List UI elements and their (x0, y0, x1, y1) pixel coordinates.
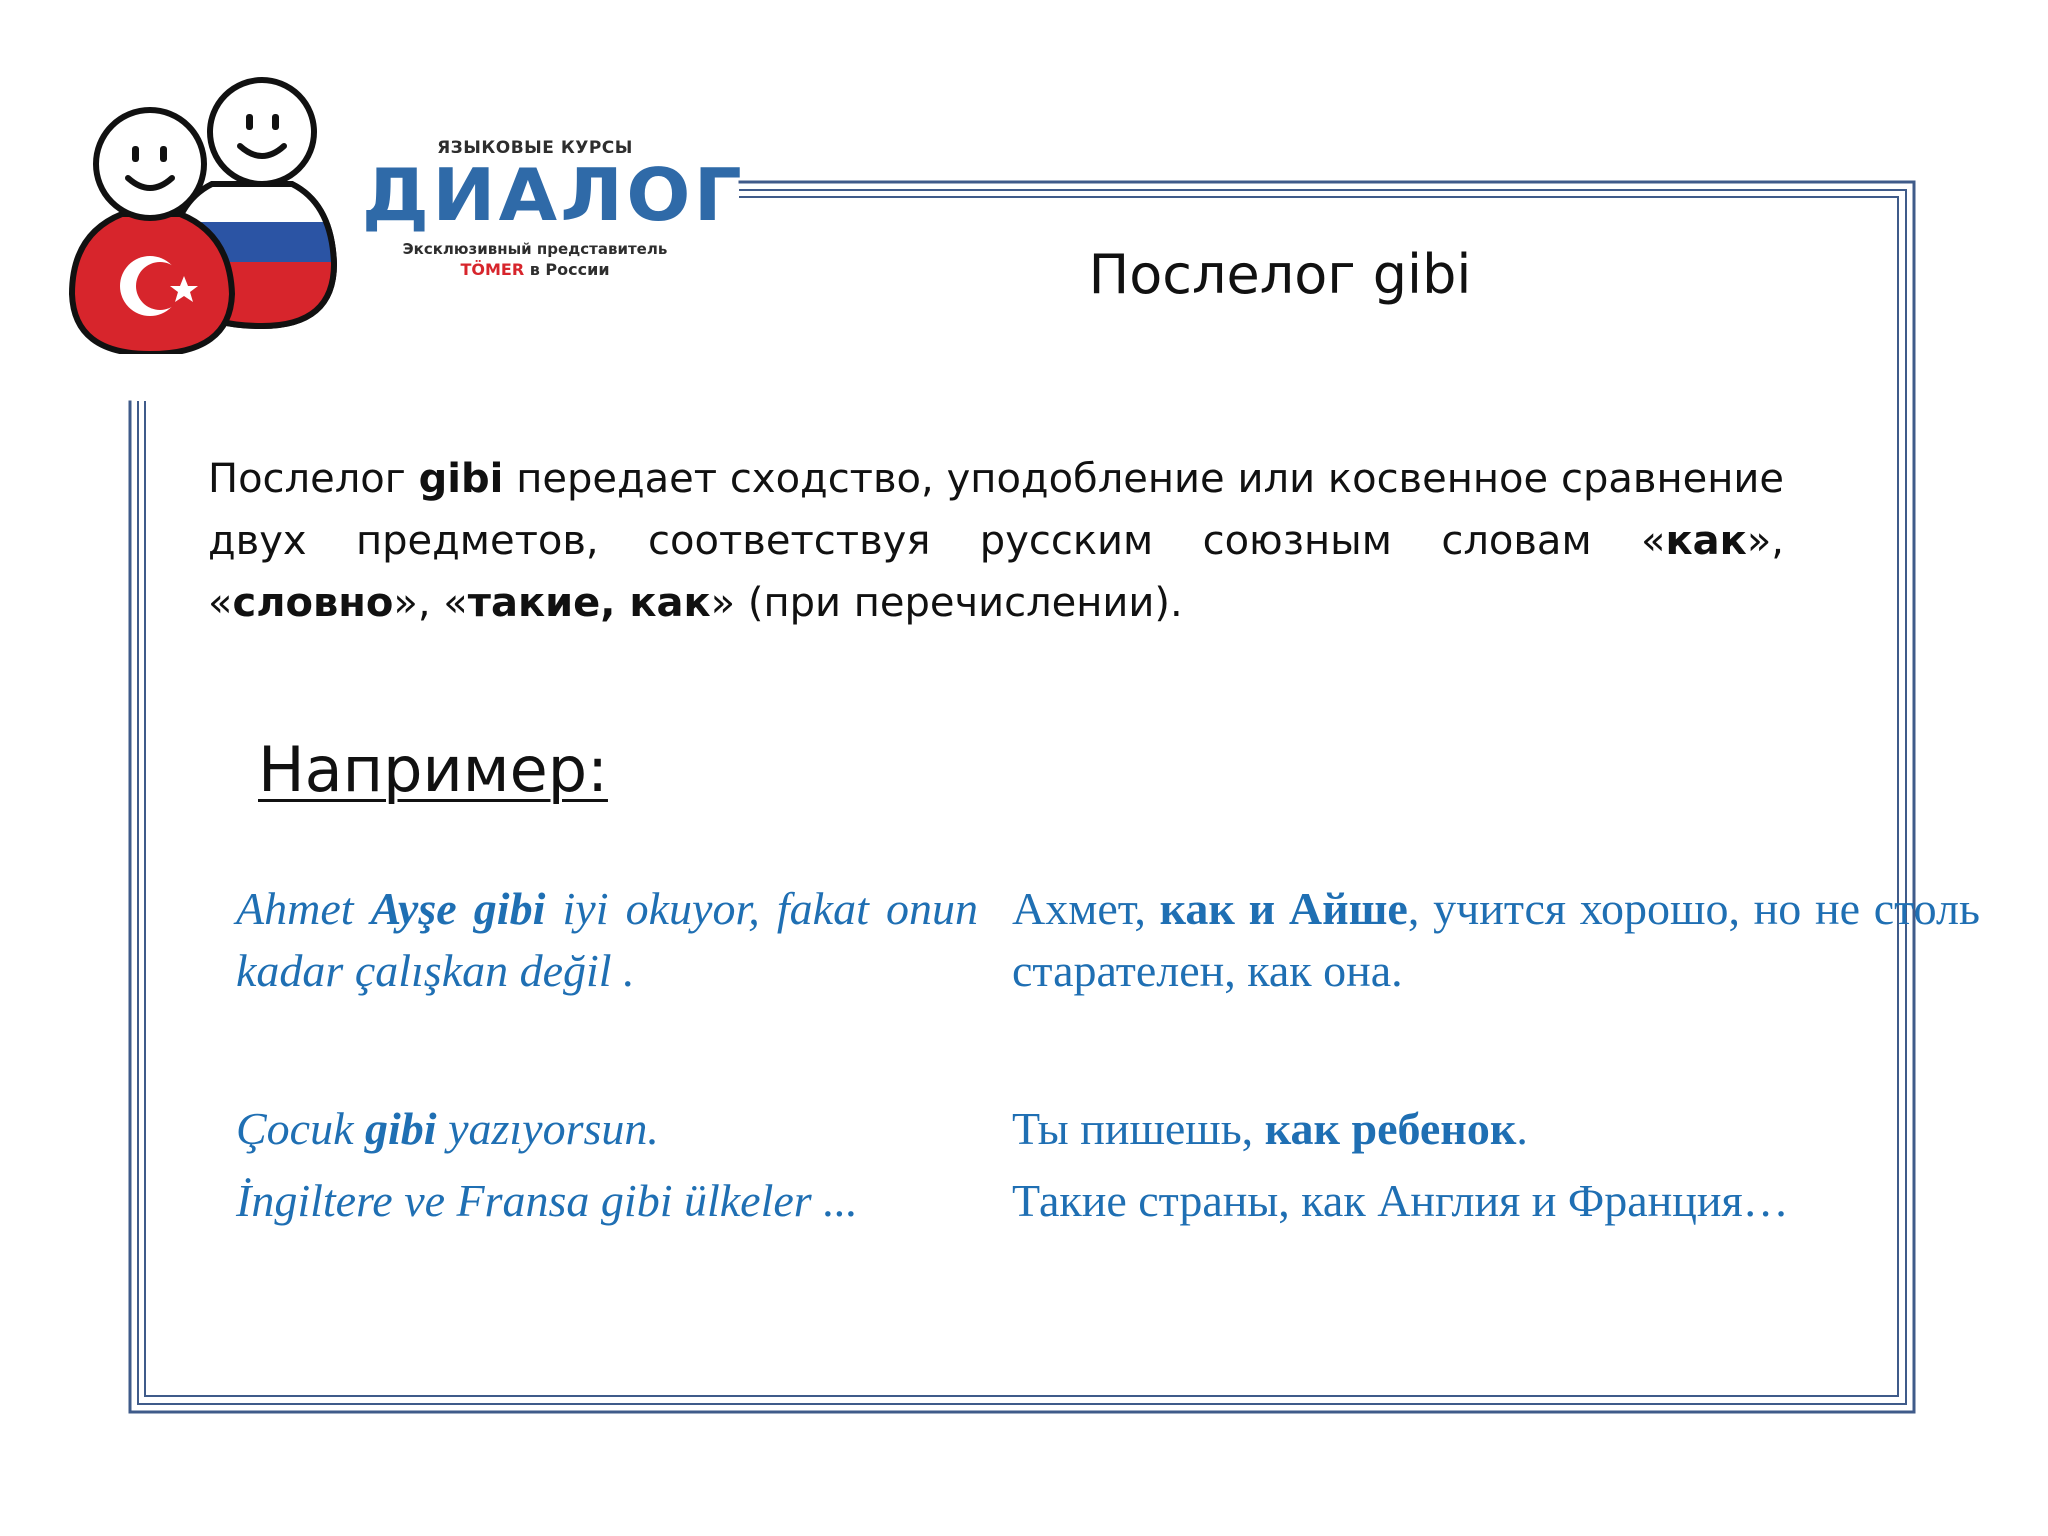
example-russian: Такие страны, как Англия и Франция… (1012, 1175, 1789, 1226)
intro-bold-takie-kak: такие, как (467, 580, 711, 626)
intro-bold-slovno: словно (232, 580, 394, 626)
example-row (236, 1170, 1789, 1310)
intro-text: Послелог (208, 456, 419, 502)
logo-representative-line1: Эксклюзивный представитель (402, 240, 668, 258)
example-russian: Ахмет, как и Айше, учится хорошо, но не столь старателен, как она. (1012, 883, 1980, 996)
intro-paragraph (208, 448, 1784, 634)
logo-text (361, 138, 745, 279)
logo-representative-line2 (370, 260, 700, 279)
logo-in-russia: в России (524, 260, 610, 279)
intro-text: », « (393, 580, 468, 626)
example-turkish: Çocuk gibi yazıyorsun. (236, 1103, 659, 1154)
logo-courses-label: ЯЗЫКОВЫЕ КУРСЫ (437, 138, 633, 158)
intro-text: передает сходство, уподобление или косвенное сравнение двух предметов, соответствуя русским союзным словам « (208, 456, 1784, 564)
example-heading: Например: (258, 733, 608, 806)
logo-tomer: TÖMER (460, 260, 525, 279)
example-row (236, 878, 1980, 1098)
slide-title: Послелог gibi (1088, 243, 1472, 306)
logo-figures (62, 54, 342, 354)
logo-brand-name: ДИАЛОГ (361, 153, 745, 237)
intro-text: » (при перечислении). (710, 580, 1183, 626)
example-turkish: İngiltere ve Fransa gibi ülkeler ... (236, 1175, 858, 1226)
turkey-figure-icon (72, 110, 232, 354)
example-row (236, 1098, 1756, 1170)
intro-bold-gibi: gibi (418, 456, 504, 502)
example-russian: Ты пишешь, как ребенок. (1012, 1103, 1528, 1154)
examples-table (236, 878, 1980, 1310)
intro-text: », « (208, 518, 1784, 626)
intro-bold-kak: как (1665, 518, 1747, 564)
example-turkish: Ahmet Ayşe gibi iyi okuyor, fakat onun kadar çalışkan değil . (236, 883, 978, 996)
